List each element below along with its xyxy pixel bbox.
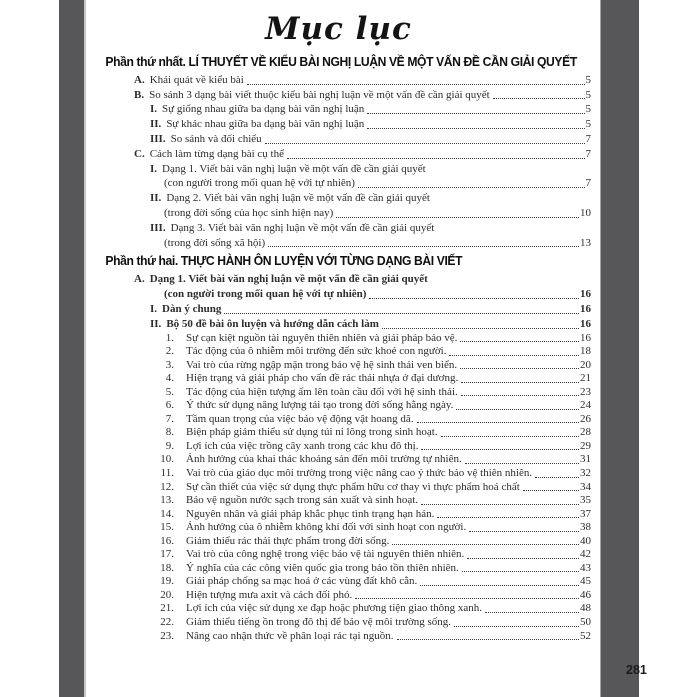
dot-leader (355, 598, 579, 599)
entry-text: Sự khác nhau giữa ba dạng bài văn nghị luận (166, 118, 365, 131)
entry-text: Sự cần thiết của việc sử dụng thực phẩm hữu cơ thay vì thực phẩm hoá chất (186, 480, 520, 493)
entry-text: Tác động của hiện tượng ấm lên toàn cầu đối với hệ sinh thái. (186, 385, 458, 398)
entry-page-number: 16 (580, 331, 591, 344)
entry-label: 4. (165, 372, 174, 385)
entry-text: Vai trò của công nghệ trong việc bảo vệ tài nguyên thiên nhiên. (186, 548, 465, 561)
entry-label: C. (134, 147, 145, 160)
entry-page-number: 50 (580, 615, 591, 628)
dot-leader (420, 585, 579, 586)
entry-text: Khái quát về kiểu bài (149, 73, 244, 86)
entry-text: So sánh và đối chiếu (170, 132, 262, 145)
entry-label: 14. (160, 507, 174, 520)
entry-text: Dạng 1. Viết bài văn nghị luận về một vấn đề cần giải quyết (149, 273, 428, 286)
dot-leader (465, 463, 579, 464)
entry-page-number: 48 (580, 602, 591, 615)
toc-entry (86, 481, 591, 495)
dot-leader (461, 382, 579, 383)
entry-label: 15. (160, 521, 174, 534)
dot-leader (268, 246, 579, 247)
dot-leader (224, 313, 579, 314)
toc-entry (86, 88, 591, 103)
entry-label: 5. (165, 385, 174, 398)
entry-label: A. (134, 73, 145, 86)
page-number: 281 (626, 663, 647, 677)
entry-text: Ý thức sử dụng năng lượng tái tạo trong đời sống hằng ngày. (186, 399, 454, 412)
entry-label: III. (150, 132, 166, 145)
entry-text: Sự cạn kiệt nguồn tài nguyên thiên nhiên và giải pháp bảo vệ. (186, 331, 458, 344)
book-page (86, 0, 647, 697)
entry-page-number: 24 (580, 399, 591, 412)
entry-text: Sự giống nhau giữa ba dạng bài văn nghị luận (162, 103, 365, 116)
toc-entry (86, 332, 591, 346)
dot-leader (454, 626, 579, 627)
entry-page-number: 21 (580, 372, 591, 385)
entry-label: B. (134, 88, 145, 101)
toc-entry (86, 73, 591, 88)
entry-page-number: 10 (580, 206, 591, 219)
dot-leader (441, 436, 579, 437)
section-heading: Phần thứ nhất. LÍ THUYẾT VỀ KIỂU BÀI NGHỊ LUẬN VỀ MỘT VẤN ĐỀ CẦN GIẢI QUYẾT (105, 54, 577, 69)
entry-label: 10. (160, 453, 174, 466)
dot-leader (382, 328, 579, 329)
entry-label: II. (150, 192, 162, 205)
entry-text: Lợi ích của việc trồng cây xanh trong các khu đô thị. (186, 439, 419, 452)
entry-label: 13. (160, 494, 174, 507)
dot-leader (485, 612, 579, 613)
toc-entry (86, 317, 591, 332)
entry-text: Nguyên nhân và giải pháp khắc phục tình trạng hạn hán. (186, 507, 435, 520)
dot-leader (535, 477, 579, 478)
toc-entry (86, 453, 591, 467)
toc-entry (86, 132, 591, 147)
toc-entry (86, 548, 591, 562)
entry-page-number: 46 (580, 588, 591, 601)
toc-entry (86, 426, 591, 440)
page-title: Mục lục (265, 11, 412, 47)
entry-text: Giải pháp chống sa mạc hoá ở các vùng đất khô cằn. (186, 575, 418, 588)
toc-entry (86, 302, 591, 317)
entry-label: 12. (160, 480, 174, 493)
toc-entry (86, 413, 591, 427)
entry-label: 17. (160, 548, 174, 561)
entry-text: (con người trong mối quan hệ với tự nhiên) (164, 288, 367, 301)
toc-entry (86, 206, 591, 221)
entry-page-number: 16 (580, 288, 591, 301)
entry-text: Dàn ý chung (162, 302, 222, 315)
dot-leader (462, 571, 579, 572)
entry-page-number: 52 (580, 629, 591, 642)
toc-entry (86, 176, 591, 191)
toc-entry (86, 386, 591, 400)
entry-text: Bảo vệ nguồn nước sạch trong sản xuất và sinh hoạt. (186, 494, 419, 507)
dot-leader (467, 558, 579, 559)
entry-page-number: 26 (580, 412, 591, 425)
entry-label: 7. (165, 412, 174, 425)
entry-text: Dạng 2. Viết bài văn nghị luận về một vấn đề cần giải quyết (166, 192, 430, 205)
entry-page-number: 7 (585, 147, 591, 160)
entry-text: (trong đời sống xã hội) (164, 236, 266, 249)
entry-page-number: 5 (585, 73, 591, 86)
entry-page-number: 31 (580, 453, 591, 466)
entry-text: So sánh 3 dạng bài viết thuộc kiểu bài nghị luận về một vấn đề cần giải quyết (149, 88, 490, 101)
entry-page-number: 7 (585, 177, 591, 190)
entry-label: 21. (160, 602, 174, 615)
entry-label: 11. (160, 466, 174, 479)
dot-leader (336, 217, 579, 218)
entry-text: Dạng 3. Viết bài văn nghị luận về một vấn đề cần giải quyết (170, 221, 435, 234)
entry-text: Ý nghĩa của các công viên quốc gia trong bảo tồn thiên nhiên. (186, 561, 459, 574)
entry-page-number: 32 (580, 466, 591, 479)
dot-leader (437, 517, 579, 518)
entry-text: (con người trong mối quan hệ với tự nhiên) (164, 177, 355, 190)
entry-page-number: 40 (580, 534, 591, 547)
entry-text: Cách làm từng dạng bài cụ thể (149, 147, 284, 160)
dot-leader (369, 298, 579, 299)
entry-label: 22. (160, 615, 174, 628)
entry-page-number: 7 (585, 132, 591, 145)
dot-leader (367, 128, 584, 129)
entry-page-number: 16 (580, 302, 591, 315)
dot-leader (493, 98, 585, 99)
entry-text: Tác động của ô nhiễm môi trường đến sức khoẻ con người. (186, 345, 447, 358)
entry-label: III. (150, 221, 166, 234)
entry-text: Vai trò của giáo dục môi trường trong việc nâng cao ý thức bảo vệ thiên nhiên. (186, 466, 533, 479)
dot-leader (265, 143, 585, 144)
entry-page-number: 34 (580, 480, 591, 493)
entry-page-number: 35 (580, 494, 591, 507)
toc-entry (86, 102, 591, 117)
entry-text: Biện pháp giảm thiểu sử dụng túi ni lông trong sinh hoạt. (186, 426, 438, 439)
entry-label: I. (150, 103, 158, 116)
toc-entry (86, 147, 591, 162)
entry-text: Ảnh hưởng của khai thác khoáng sản đến môi trường tự nhiên. (186, 453, 462, 466)
toc-entry (86, 191, 591, 206)
entry-text: Tầm quan trọng của việc bảo vệ động vật hoang dã. (186, 412, 414, 425)
entry-page-number: 45 (580, 575, 591, 588)
entry-page-number: 28 (580, 426, 591, 439)
toc-entry (86, 562, 591, 576)
entry-page-number: 20 (580, 358, 591, 371)
entry-text: Hiện trạng và giải pháp cho vấn đề rác thải nhựa ở đại dương. (186, 372, 459, 385)
entry-label: 1. (165, 331, 174, 344)
dot-leader (417, 422, 579, 423)
dot-leader (456, 409, 579, 410)
entry-page-number: 18 (580, 345, 591, 358)
entry-page-number: 37 (580, 507, 591, 520)
entry-label: 16. (160, 534, 174, 547)
toc-entry (86, 272, 591, 287)
entry-label: 9. (165, 439, 174, 452)
dot-leader (392, 544, 579, 545)
entry-text: Hiện tượng mưa axit và cách đối phó. (186, 588, 353, 601)
entry-label: II. (150, 317, 162, 330)
toc-entry (86, 521, 591, 535)
entry-label: 18. (160, 561, 174, 574)
entry-label: 19. (160, 575, 174, 588)
entry-text: Ảnh hưởng của ô nhiễm không khí đối với sinh hoạt con người. (186, 521, 467, 534)
toc-entry (86, 372, 591, 386)
toc-entry (86, 287, 591, 302)
dot-leader (460, 341, 579, 342)
toc-entry (86, 535, 591, 549)
section-heading: Phần thứ hai. THỰC HÀNH ÔN LUYỆN VỚI TỪNG DẠNG BÀI VIẾT (105, 254, 463, 269)
entry-text: Giảm thiểu tiếng ồn trong đô thị để bảo vệ môi trường sống. (186, 615, 452, 628)
dot-leader (421, 504, 579, 505)
toc-entry (86, 399, 591, 413)
toc-entry (86, 589, 591, 603)
toc-entry (86, 117, 591, 132)
toc-entry (86, 575, 591, 589)
toc-entry (86, 616, 591, 630)
entry-page-number: 23 (580, 385, 591, 398)
dot-leader (449, 355, 579, 356)
entry-page-number: 38 (580, 521, 591, 534)
entry-page-number: 42 (580, 548, 591, 561)
entry-page-number: 13 (580, 236, 591, 249)
toc-entry (86, 630, 591, 644)
entry-page-number: 5 (585, 118, 591, 131)
dot-leader (461, 395, 579, 396)
dot-leader (523, 490, 579, 491)
entry-page-number: 5 (585, 88, 591, 101)
table-of-contents (86, 55, 591, 643)
right-background-bar (600, 0, 639, 697)
dot-leader (287, 158, 585, 159)
toc-entry (86, 602, 591, 616)
dot-leader (460, 368, 579, 369)
dot-leader (397, 639, 579, 640)
entry-text: Giảm thiểu rác thải thực phẩm trong đời sống. (186, 534, 390, 547)
entry-page-number: 16 (580, 317, 591, 330)
toc-entry (86, 162, 591, 177)
dot-leader (421, 449, 579, 450)
entry-page-number: 5 (585, 103, 591, 116)
entry-label: I. (150, 162, 158, 175)
entry-label: 3. (165, 358, 174, 371)
entry-label: A. (134, 273, 145, 286)
toc-entry (86, 359, 591, 373)
entry-label: 20. (160, 588, 174, 601)
dot-leader (247, 84, 585, 85)
entry-text: Vai trò của rừng ngập mặn trong bảo vệ hệ sinh thái ven biển. (186, 358, 458, 371)
left-background-bar (59, 0, 86, 697)
entry-label: II. (150, 118, 162, 131)
dot-leader (469, 531, 579, 532)
entry-text: Dạng 1. Viết bài văn nghị luận về một vấn đề cần giải quyết (162, 162, 426, 175)
entry-text: Nâng cao nhận thức về phân loại rác tại nguồn. (186, 629, 394, 642)
entry-page-number: 43 (580, 561, 591, 574)
toc-entry (86, 440, 591, 454)
toc-entry (86, 221, 591, 236)
entry-label: 2. (165, 345, 174, 358)
toc-entry (86, 236, 591, 251)
entry-text: Bộ 50 đề bài ôn luyện và hướng dẫn cách làm (166, 317, 379, 330)
entry-text: (trong đời sống của học sinh hiện nay) (164, 206, 334, 219)
toc-entry (86, 345, 591, 359)
toc-entry (86, 508, 591, 522)
dot-leader (367, 113, 584, 114)
toc-entry (86, 494, 591, 508)
entry-page-number: 29 (580, 439, 591, 452)
toc-entry (86, 467, 591, 481)
entry-label: 23. (160, 629, 174, 642)
entry-label: I. (150, 302, 158, 315)
entry-label: 6. (165, 399, 174, 412)
entry-text: Lợi ích của việc sử dụng xe đạp hoặc phương tiện giao thông xanh. (186, 602, 483, 615)
entry-label: 8. (165, 426, 174, 439)
dot-leader (358, 187, 585, 188)
